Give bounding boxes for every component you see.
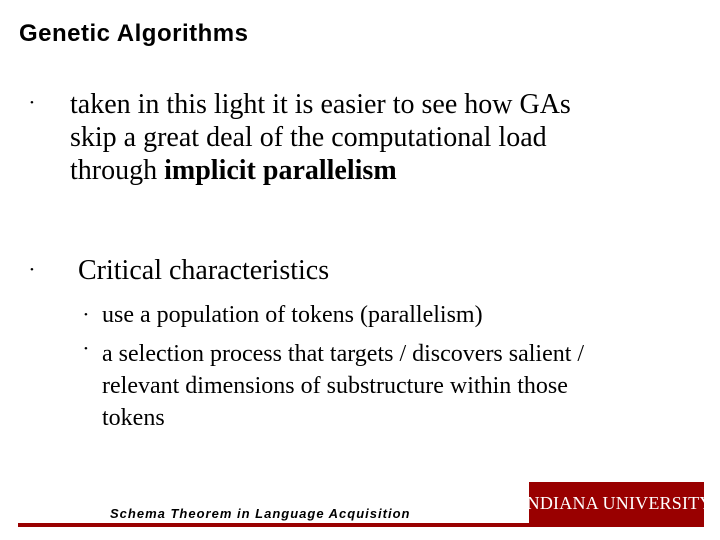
bullet-1-prefix: through bbox=[70, 155, 165, 186]
bullet-2-text bbox=[78, 254, 329, 287]
sub-bullet-marker: • bbox=[84, 309, 88, 321]
bullet-1-line-3 bbox=[70, 154, 571, 187]
footer-text: Schema Theorem in Language Acquisition bbox=[110, 506, 411, 521]
bullet-1-line-1: taken in this light it is easier to see how GAs bbox=[70, 89, 571, 120]
slide-title: Genetic Algorithms bbox=[19, 20, 249, 47]
bullet-1-text bbox=[70, 88, 571, 187]
bullet-marker: • bbox=[30, 97, 34, 109]
bullet-marker: • bbox=[30, 264, 34, 276]
sub-bullet-1-text bbox=[102, 299, 483, 331]
bullet-1-line-2: skip a great deal of the computational load bbox=[70, 122, 547, 153]
sub-bullet-marker: • bbox=[84, 343, 88, 355]
sub-bullet-2-line-2: relevant dimensions of substructure within those bbox=[102, 373, 568, 399]
sub-bullet-2-line-1: a selection process that targets / discovers salient / bbox=[102, 341, 585, 367]
sub-bullet-2-line-3: tokens bbox=[102, 405, 165, 431]
university-logo bbox=[520, 482, 713, 525]
bullet-1-emphasis: implicit parallelism bbox=[164, 155, 397, 186]
logo-text: INDIANA UNIVERSITY bbox=[520, 493, 713, 513]
sub-bullet-2-text bbox=[102, 338, 584, 434]
bullet-2-line: Critical characteristics bbox=[78, 255, 330, 286]
sub-bullet-1-line-1: use a population of tokens (parallelism) bbox=[102, 302, 483, 328]
